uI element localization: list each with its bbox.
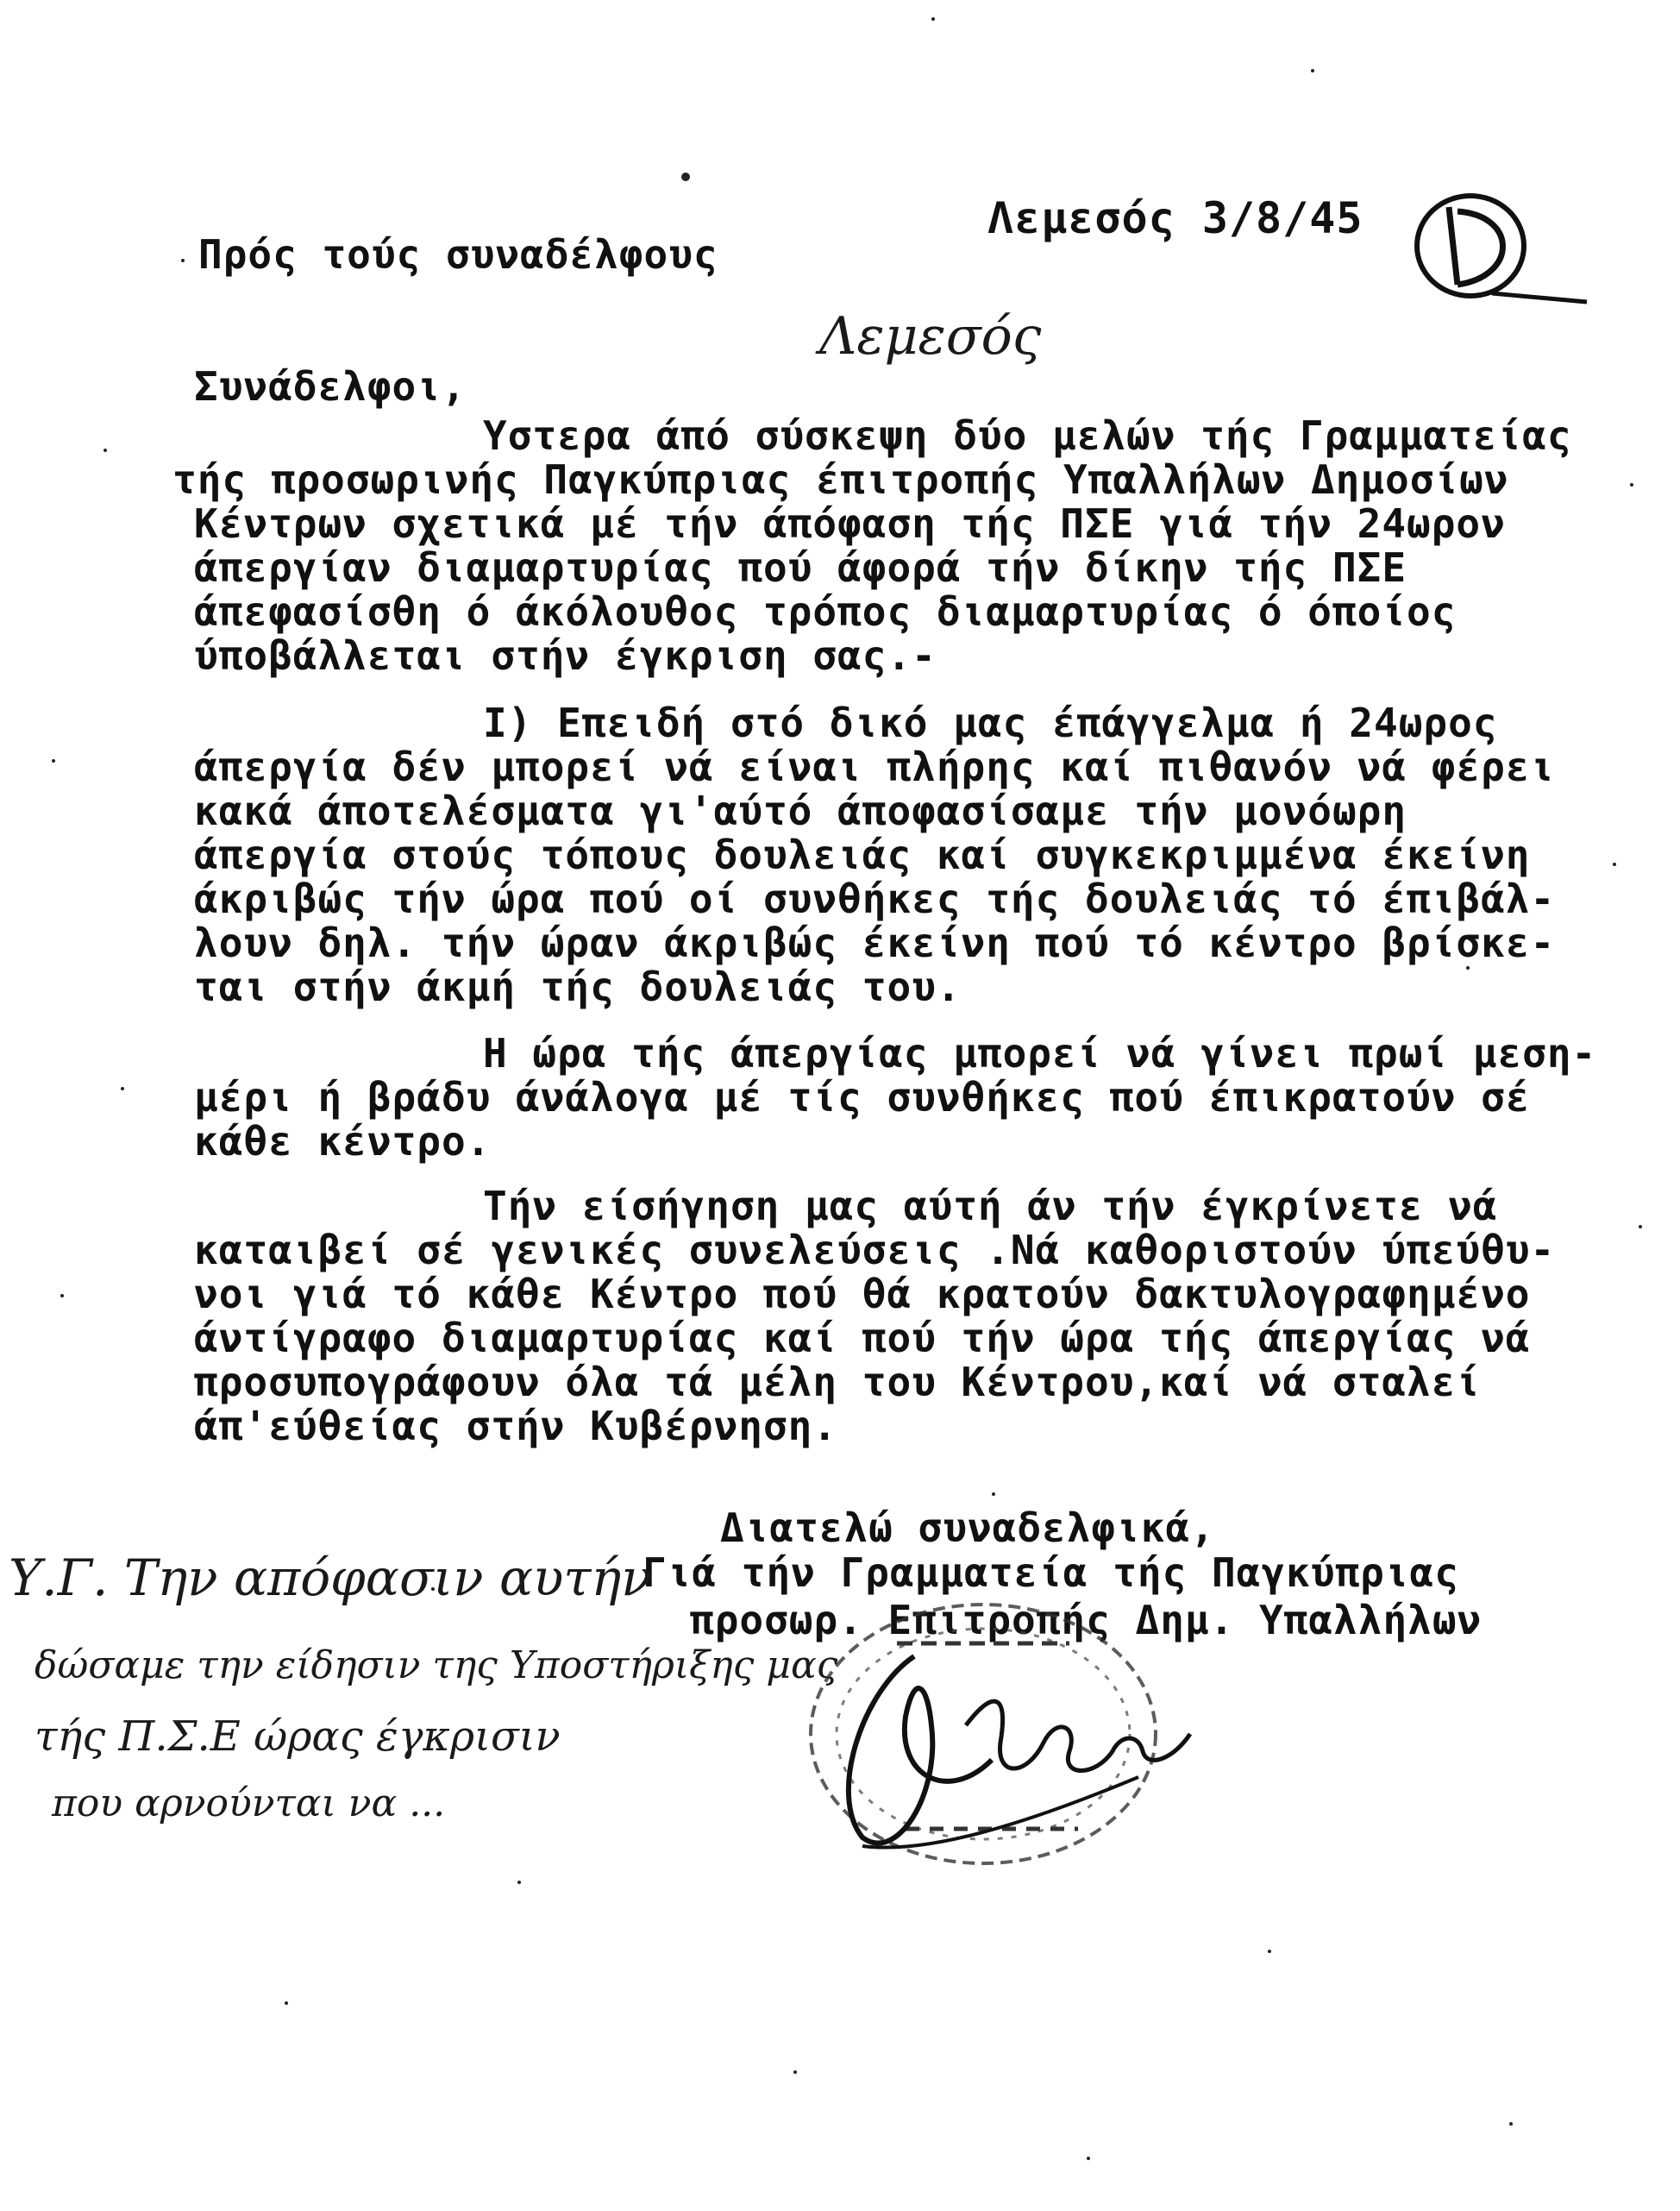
handwritten-line: δώσαμε την είδησιν της Υποστήριξης μας	[34, 1643, 838, 1687]
paragraph-line: προσυπογράφουν όλα τά μέλη του Κέντρου,καί νά σταλεί	[194, 1359, 1482, 1405]
paragraph-line: κάθε κέντρο.	[194, 1118, 492, 1165]
official-stamp	[811, 1605, 1156, 1863]
paragraph-line: άπεργίαν διαμαρτυρίας πού άφορά τήν δίκην τής ΠΣΕ	[194, 544, 1407, 591]
closing-line: Γιά τήν Γραμματεία τής Παγκύπριας	[643, 1549, 1459, 1596]
salutation: Συνάδελφοι,	[194, 363, 467, 410]
paragraph-line: άπεργία στούς τόπους δουλειάς καί συγκεκριμμένα έκείνη	[194, 832, 1531, 878]
paragraph-line: Κέντρων σχετικά μέ τήν άπόφαση τής ΠΣΕ γιά τήν 24ωρον	[194, 500, 1506, 547]
paragraph-line: ύποβάλλεται στήν έγκριση σας.-	[194, 632, 937, 679]
paragraph-line: άντίγραφο διαμαρτυρίας καί πού τήν ώρα τής άπεργίας νά	[194, 1315, 1531, 1361]
paragraph-line: τής προσωρινής Παγκύπριας έπιτροπής Υπαλλήλων Δημοσίων	[172, 456, 1509, 503]
paragraph-line: ται στήν άκμή τής δουλειάς του.	[194, 964, 962, 1010]
place-date: Λεμεσός 3/8/45	[987, 193, 1363, 243]
paragraph-line: Ι) Επειδή στό δικό μας έπάγγελμα ή 24ωρος	[483, 700, 1498, 746]
paragraph-line: καταιβεί σέ γενικές συνελεύσεις .Νά καθοριστούν ύπεύθυ-	[194, 1227, 1556, 1273]
paragraph-line: άπ'εύθείας στήν Κυβέρνηση.	[194, 1403, 838, 1449]
closing-line: Διατελώ συναδελφικά,	[720, 1504, 1215, 1551]
paragraph-line: Τήν είσήγηση μας αύτή άν τήν έγκρίνετε νά	[483, 1183, 1498, 1229]
handwritten-line: Υ.Γ. Την απόφασιν αυτήν	[9, 1548, 652, 1607]
handwritten-line: τής Π.Σ.Ε ώρας έγκρισιν	[34, 1712, 561, 1761]
paragraph-line: κακά άποτελέσματα γι'αύτό άποφασίσαμε τήν μονόωρη	[194, 788, 1407, 834]
signature	[849, 1656, 1190, 1848]
paragraph-line: λουν δηλ. τήν ώραν άκριβώς έκείνη πού τό κέντρο βρίσκε-	[194, 920, 1556, 966]
paragraph-line: άπεφασίσθη ό άκόλουθος τρόπος διαμαρτυρίας ό όποίος	[194, 588, 1457, 635]
closing-line: προσωρ. Επιτροπής Δημ. Υπαλλήλων	[690, 1597, 1483, 1643]
addressee: Πρός τούς συναδέλφους	[198, 231, 718, 278]
paragraph-line: άπεργία δέν μπορεί νά είναι πλήρης καί πιθανόν νά φέρει	[194, 744, 1556, 790]
paragraph-line: μέρι ή βράδυ άνάλογα μέ τίς συνθήκες πού έπικρατούν σέ	[194, 1074, 1531, 1121]
paragraph-line: Η ώρα τής άπεργίας μπορεί νά γίνει πρωί μεση-	[483, 1030, 1597, 1077]
paragraph-line: Υστερα άπό σύσκεψη δύο μελών τής Γραμματείας	[483, 412, 1572, 459]
paragraph-line: νοι γιά τό κάθε Κέντρο πού θά κρατούν δακτυλογραφημένο	[194, 1271, 1531, 1317]
paragraph-line: άκριβώς τήν ώρα πού οί συνθήκες τής δουλειάς τό έπιβάλ-	[194, 876, 1556, 922]
handwritten-line: που αρνούνται να ...	[52, 1781, 446, 1825]
handwritten-top-word: Λεμεσός	[819, 306, 1042, 367]
